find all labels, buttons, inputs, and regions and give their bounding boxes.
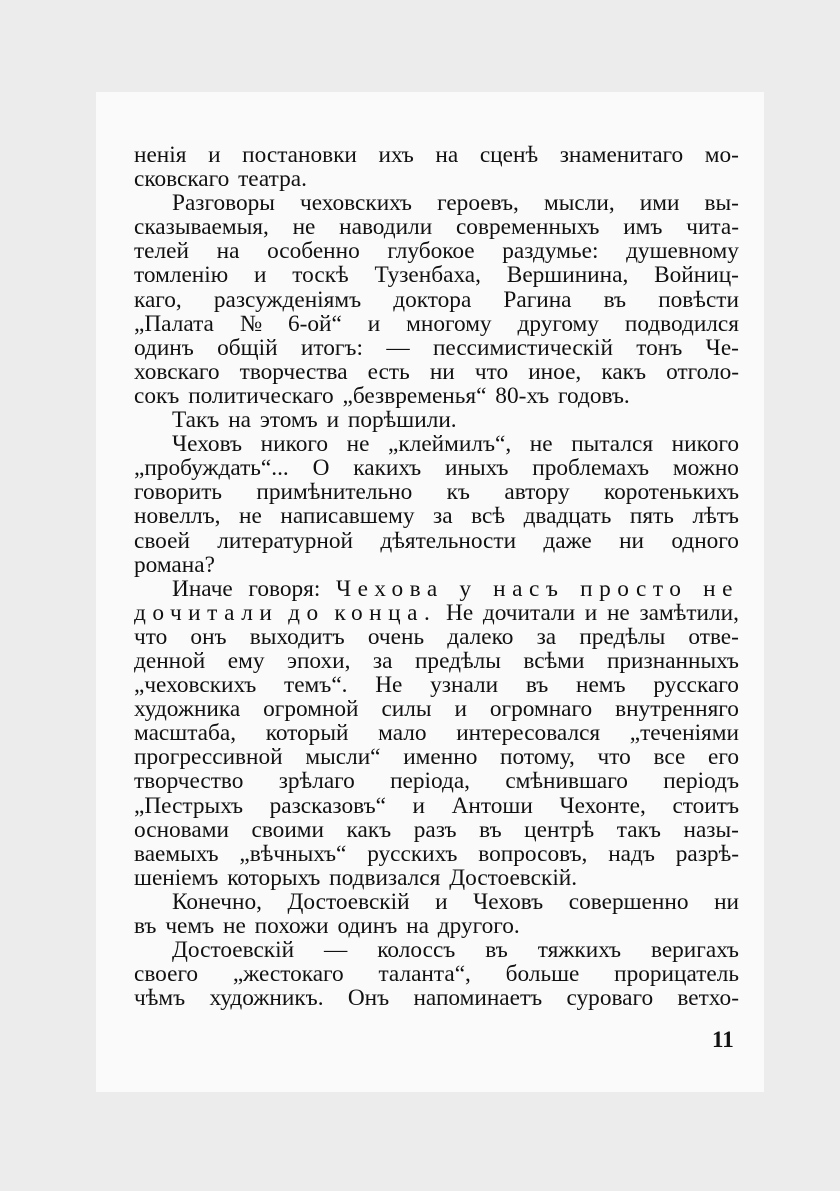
word: какъ bbox=[346, 816, 392, 843]
word: одинъ bbox=[134, 334, 194, 361]
text-line bbox=[134, 769, 739, 793]
word: „пробуждать“... bbox=[134, 455, 289, 482]
word: Че- bbox=[705, 334, 739, 361]
word: немъ bbox=[576, 672, 626, 699]
word: Войниц- bbox=[654, 262, 739, 289]
text-line bbox=[134, 288, 739, 312]
word: Конечно, bbox=[172, 888, 262, 915]
word: въ bbox=[134, 913, 157, 939]
word: русскихъ bbox=[367, 840, 458, 867]
word: одинъ bbox=[337, 913, 398, 939]
word: О bbox=[312, 455, 330, 482]
word: предѣлы bbox=[579, 623, 666, 650]
word: напоминаетъ bbox=[413, 985, 543, 1012]
word: веригахъ bbox=[650, 937, 739, 964]
word: выходитъ bbox=[249, 623, 345, 650]
word: „чеховскихъ bbox=[134, 672, 257, 699]
word: до bbox=[288, 599, 325, 626]
word: огромнаго bbox=[489, 696, 593, 723]
word: есть bbox=[367, 358, 410, 385]
word: у bbox=[459, 575, 478, 602]
word: двадцать bbox=[523, 503, 612, 530]
word: потому, bbox=[500, 744, 575, 771]
text-line bbox=[134, 167, 739, 191]
word: героевъ, bbox=[437, 190, 519, 217]
word: говорить bbox=[134, 479, 223, 506]
word: не bbox=[703, 575, 739, 602]
word: „вѣчныхъ“ bbox=[239, 840, 347, 867]
word: вопросовъ, bbox=[478, 840, 588, 867]
word: и bbox=[584, 599, 598, 626]
text-line bbox=[134, 842, 739, 866]
word: масштаба, bbox=[134, 720, 237, 747]
word: автору bbox=[504, 479, 570, 506]
word: разсказовъ“ bbox=[269, 792, 386, 819]
word: „жестокаго bbox=[232, 961, 344, 988]
word: пять bbox=[629, 503, 674, 530]
word: колоссъ bbox=[377, 937, 456, 964]
word: чемъ bbox=[165, 913, 215, 939]
word: своей bbox=[134, 527, 190, 554]
word: никого bbox=[260, 431, 329, 458]
text-line bbox=[134, 312, 739, 336]
word: центрѣ bbox=[524, 816, 595, 843]
word: не bbox=[606, 599, 630, 626]
word: никого bbox=[671, 431, 739, 458]
text-line bbox=[134, 336, 739, 360]
word: телей bbox=[134, 238, 189, 265]
word: въ bbox=[603, 286, 627, 313]
word: творчество bbox=[134, 768, 244, 795]
word: такъ bbox=[616, 816, 661, 843]
word: сковскаго bbox=[134, 166, 230, 193]
word: ветхо- bbox=[677, 985, 739, 1012]
body-text bbox=[134, 143, 739, 1010]
word: мало bbox=[378, 720, 427, 747]
word: Достоевскій bbox=[172, 937, 295, 964]
word: написавшему bbox=[280, 503, 415, 530]
text-line bbox=[134, 432, 739, 456]
word: стоитъ bbox=[672, 792, 739, 819]
word: разъ bbox=[413, 816, 457, 843]
word: подвизался bbox=[329, 864, 441, 891]
word: за bbox=[372, 647, 393, 674]
word: за bbox=[433, 503, 453, 530]
page-number: 11 bbox=[712, 1027, 734, 1052]
word: и bbox=[367, 310, 381, 337]
word: раздумье: bbox=[502, 238, 599, 265]
word: внутренняго bbox=[615, 696, 739, 723]
word: замѣтили, bbox=[639, 599, 739, 626]
word: и bbox=[253, 262, 267, 289]
text-line bbox=[134, 601, 739, 625]
word: порѣшили. bbox=[347, 407, 457, 434]
word: 6-ой“ bbox=[287, 310, 342, 337]
word: чита- bbox=[686, 214, 739, 241]
word: не bbox=[223, 913, 246, 939]
word: огромной bbox=[263, 696, 359, 723]
word: проблемахъ bbox=[532, 455, 650, 482]
text-line bbox=[134, 938, 739, 962]
word: на bbox=[435, 142, 459, 168]
text-line bbox=[134, 384, 739, 408]
word: литературной bbox=[217, 527, 354, 554]
word: Чеховъ bbox=[172, 431, 243, 458]
word: иное, bbox=[528, 358, 582, 385]
word: русскаго bbox=[653, 672, 739, 699]
word: сценѣ bbox=[479, 142, 539, 168]
word: разсужденіямъ bbox=[213, 286, 362, 313]
word: „Палата bbox=[134, 310, 214, 337]
word: чеховскихъ bbox=[300, 190, 412, 217]
word: назы- bbox=[683, 816, 739, 843]
word: не bbox=[346, 431, 370, 458]
word: мо- bbox=[704, 142, 739, 168]
word: мысли“ bbox=[305, 744, 381, 771]
word: ненія bbox=[134, 142, 187, 168]
word: прогрессивной bbox=[134, 744, 283, 771]
word: за bbox=[536, 623, 557, 650]
word: Не bbox=[375, 672, 403, 699]
word: тяжкихъ bbox=[537, 937, 621, 964]
text-line bbox=[134, 480, 739, 504]
word: знаменитаго bbox=[559, 142, 684, 168]
word: дочитали bbox=[134, 599, 279, 626]
text-line bbox=[134, 553, 739, 577]
word: другого. bbox=[437, 913, 520, 939]
word: періодъ bbox=[663, 768, 739, 795]
word: „Пестрыхъ bbox=[134, 792, 243, 819]
word: другому bbox=[517, 310, 599, 337]
word: эпохи, bbox=[286, 647, 351, 674]
word: совершенно bbox=[568, 888, 689, 915]
text-line bbox=[134, 866, 739, 890]
word: періода, bbox=[390, 768, 471, 795]
word: ни bbox=[619, 527, 645, 554]
word: узнали bbox=[430, 672, 499, 699]
word: общій bbox=[217, 334, 278, 361]
word: пессимистическій bbox=[432, 334, 613, 361]
word: политическаго bbox=[188, 382, 334, 409]
word: тоскѣ bbox=[292, 262, 349, 289]
word: глубокое bbox=[387, 238, 475, 265]
word: какихъ bbox=[353, 455, 422, 482]
word: смѣнившаго bbox=[505, 768, 628, 795]
word: очень bbox=[367, 623, 425, 650]
word: каго, bbox=[134, 286, 182, 313]
word: даже bbox=[543, 527, 592, 554]
word: всѣ bbox=[471, 503, 505, 530]
word: въ bbox=[479, 816, 502, 843]
word: Такъ bbox=[172, 407, 220, 434]
word: на bbox=[406, 913, 429, 939]
word: признанныхъ bbox=[606, 647, 739, 674]
word: „теченіями bbox=[629, 720, 739, 747]
word: какъ bbox=[601, 358, 647, 385]
text-line bbox=[134, 215, 739, 239]
word: особенно bbox=[267, 238, 360, 265]
word: романа? bbox=[134, 551, 215, 578]
text-line bbox=[134, 625, 739, 649]
word: ему bbox=[227, 647, 265, 674]
word: театра. bbox=[238, 166, 307, 193]
word: именно bbox=[403, 744, 478, 771]
word: вы- bbox=[704, 190, 739, 217]
text-line bbox=[134, 360, 739, 384]
word: ваемыхъ bbox=[134, 840, 219, 867]
word: къ bbox=[446, 479, 470, 506]
text-line bbox=[134, 239, 739, 263]
word: своими bbox=[251, 816, 324, 843]
word: прорицатель bbox=[614, 961, 739, 988]
word: конца. bbox=[334, 599, 437, 626]
word: который bbox=[265, 720, 349, 747]
text-line bbox=[134, 914, 739, 938]
word: и bbox=[435, 888, 448, 915]
word: томленію bbox=[134, 262, 229, 289]
text-line bbox=[134, 649, 739, 673]
text-line bbox=[134, 697, 739, 721]
word: художника bbox=[134, 696, 241, 723]
word: Тузенбаха, bbox=[374, 262, 481, 289]
text-line bbox=[134, 529, 739, 553]
word: дочитали bbox=[482, 599, 576, 626]
word: ховскаго bbox=[134, 358, 220, 385]
word: Не bbox=[446, 599, 474, 626]
word: насъ bbox=[493, 575, 565, 602]
text-line bbox=[134, 794, 739, 818]
text-line bbox=[134, 191, 739, 215]
text-line bbox=[134, 456, 739, 480]
word: Разговоры bbox=[172, 190, 275, 217]
word: и bbox=[454, 696, 467, 723]
word: сокъ bbox=[134, 382, 180, 409]
word: — bbox=[386, 334, 410, 361]
word: онъ bbox=[190, 623, 227, 650]
word: ими bbox=[639, 190, 680, 217]
word: шеніемъ bbox=[134, 864, 219, 891]
word: на bbox=[216, 238, 240, 265]
word: пытался bbox=[571, 431, 654, 458]
word: его bbox=[708, 744, 739, 771]
word: похожи bbox=[254, 913, 329, 939]
word: разрѣ- bbox=[675, 840, 739, 867]
text-line bbox=[134, 962, 739, 986]
word: этомъ bbox=[259, 407, 318, 434]
word: сказываемыя, bbox=[134, 214, 269, 241]
word: въ bbox=[525, 672, 549, 699]
word: и bbox=[326, 407, 340, 434]
word: все bbox=[653, 744, 686, 771]
word: говоря: bbox=[248, 575, 321, 602]
word: не bbox=[239, 503, 262, 530]
word: въ bbox=[485, 937, 508, 964]
text-line bbox=[134, 745, 739, 769]
word: предѣлы bbox=[414, 647, 501, 674]
text-line bbox=[134, 890, 739, 914]
word: которыхъ bbox=[227, 864, 321, 891]
word: дѣятельности bbox=[380, 527, 517, 554]
word: на bbox=[228, 407, 252, 434]
word: коротенькихъ bbox=[604, 479, 739, 506]
word: современныхъ bbox=[455, 214, 600, 241]
text-line bbox=[134, 818, 739, 842]
word: Чехова bbox=[335, 575, 444, 602]
text-line bbox=[134, 408, 739, 432]
word: и bbox=[208, 142, 221, 168]
word: иныхъ bbox=[445, 455, 509, 482]
word: Чеховъ bbox=[473, 888, 544, 915]
word: что bbox=[474, 358, 509, 385]
text-line bbox=[134, 263, 739, 287]
word: можно bbox=[672, 455, 739, 482]
word: творчества bbox=[239, 358, 348, 385]
word: „клеймилъ“, bbox=[388, 431, 512, 458]
word: и bbox=[412, 792, 426, 819]
word: далеко bbox=[447, 623, 514, 650]
word: тонъ bbox=[636, 334, 683, 361]
word: — bbox=[324, 937, 348, 964]
word: основами bbox=[134, 816, 229, 843]
word: имъ bbox=[623, 214, 663, 241]
word: ни bbox=[429, 358, 455, 385]
word: что bbox=[134, 623, 168, 650]
word: интересовался bbox=[456, 720, 601, 747]
word: примѣнительно bbox=[256, 479, 413, 506]
word: чѣмъ bbox=[134, 985, 186, 1012]
word: № bbox=[239, 310, 263, 337]
word: Иначе bbox=[172, 575, 233, 602]
word: многому bbox=[406, 310, 492, 337]
word: одного bbox=[671, 527, 739, 554]
word: не bbox=[292, 214, 316, 241]
word: что bbox=[597, 744, 631, 771]
word: таланта“, bbox=[378, 961, 471, 988]
text-line bbox=[134, 577, 739, 601]
word: Достоевскій. bbox=[449, 864, 578, 891]
word: 80-хъ bbox=[495, 382, 550, 409]
word: Чехонте, bbox=[559, 792, 646, 819]
word: Онъ bbox=[347, 985, 390, 1012]
word: надъ bbox=[608, 840, 655, 867]
word: годовъ. bbox=[558, 382, 630, 409]
word: Вершинина, bbox=[506, 262, 629, 289]
word: ихъ bbox=[378, 142, 414, 168]
word: просто bbox=[580, 575, 688, 602]
text-line bbox=[134, 504, 739, 528]
word: итогъ: bbox=[300, 334, 363, 361]
word: наводили bbox=[339, 214, 433, 241]
word: душевному bbox=[626, 238, 739, 265]
word: всѣми bbox=[523, 647, 585, 674]
word: суроваго bbox=[566, 985, 654, 1012]
word: силы bbox=[381, 696, 432, 723]
word: не bbox=[529, 431, 553, 458]
word: доктора bbox=[393, 286, 472, 313]
word: мысли, bbox=[543, 190, 615, 217]
word: отве- bbox=[688, 623, 739, 650]
word: Достоевскій bbox=[287, 888, 410, 915]
word: ни bbox=[714, 888, 739, 915]
word: больше bbox=[505, 961, 580, 988]
word: повѣсти bbox=[658, 286, 739, 313]
word: художникъ. bbox=[209, 985, 324, 1012]
word: темъ“. bbox=[284, 672, 348, 699]
text-line bbox=[134, 143, 739, 167]
word: денной bbox=[134, 647, 206, 674]
word: „безвременья“ bbox=[342, 382, 487, 409]
word: своего bbox=[134, 961, 199, 988]
word: отголо- bbox=[666, 358, 739, 385]
text-line bbox=[134, 986, 739, 1010]
text-line bbox=[134, 673, 739, 697]
word: постановки bbox=[242, 142, 357, 168]
text-line bbox=[134, 721, 739, 745]
word: зрѣлаго bbox=[278, 768, 355, 795]
word: новеллъ, bbox=[134, 503, 221, 530]
word: подводился bbox=[624, 310, 739, 337]
word: Антоши bbox=[451, 792, 533, 819]
word: Рагина bbox=[503, 286, 572, 313]
word: лѣтъ bbox=[692, 503, 739, 530]
